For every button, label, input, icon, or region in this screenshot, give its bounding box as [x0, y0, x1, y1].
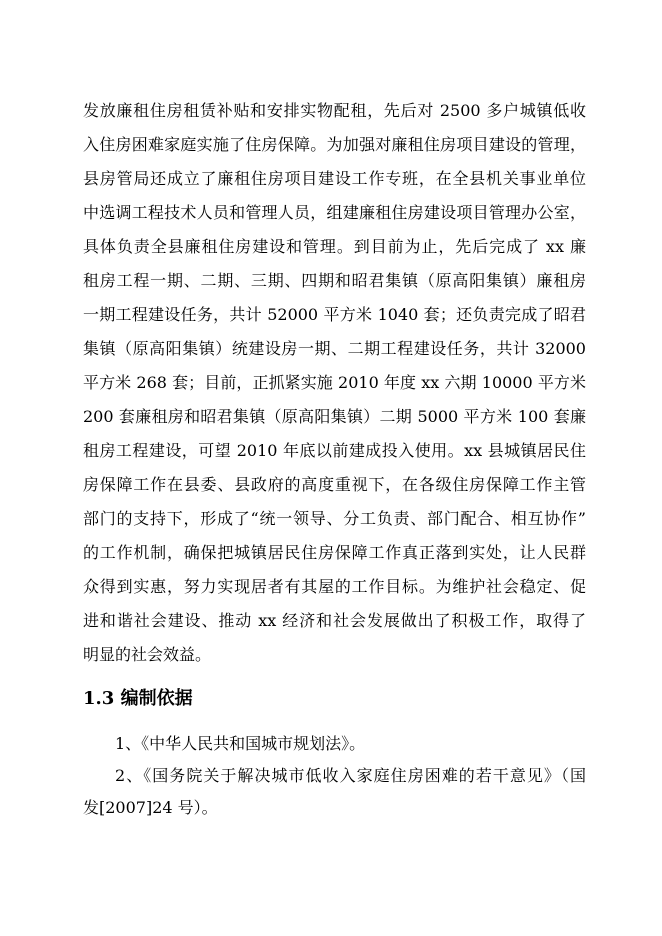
- reference-item-2-line-1: 2、《国务院关于解决城市低收入家庭住房困难的若干意见》（国: [115, 766, 586, 785]
- text-content-area: [83, 94, 586, 824]
- paragraph-line: 的工作机制，确保把城镇居民住房保障工作真正落到实处，让人民群: [83, 543, 586, 562]
- paragraph-line: 中选调工程技术人员和管理人员，组建廉租住房建设项目管理办公室，: [83, 203, 586, 222]
- paragraph-line: 入住房困难家庭实施了住房保障。为加强对廉租住房项目建设的管理，: [83, 135, 586, 154]
- paragraph-line: 租房工程建设，可望 2010 年底以前建成投入使用。xx 县城镇居民住: [83, 441, 586, 460]
- paragraph-line: 部门的支持下，形成了“统一领导、分工负责、部门配合、相互协作”: [83, 509, 586, 528]
- paragraph-line: 一期工程建设任务，共计 52000 平方米 1040 套；还负责完成了昭君: [83, 305, 586, 324]
- body-paragraph: [83, 94, 586, 672]
- paragraph-line: 具体负责全县廉租住房建设和管理。到目前为止，先后完成了 xx 廉: [83, 237, 586, 256]
- references-list: [83, 728, 586, 824]
- paragraph-line: 众得到实惠，努力实现居者有其屋的工作目标。为维护社会稳定、促: [83, 577, 586, 596]
- paragraph-line: 租房工程一期、二期、三期、四期和昭君集镇（原高阳集镇）廉租房: [83, 271, 586, 290]
- paragraph-line: 平方米 268 套；目前，正抓紧实施 2010 年度 xx 六期 10000 平方米: [83, 373, 586, 392]
- paragraph-line: 200 套廉租房和昭君集镇（原高阳集镇）二期 5000 平方米 100 套廉: [83, 407, 586, 426]
- paragraph-line: 明显的社会效益。: [83, 645, 212, 664]
- section-heading: 1.3 编制依据: [83, 688, 193, 709]
- reference-item-2-line-2: 发[2007]24 号）。: [83, 798, 218, 817]
- paragraph-line: 进和谐社会建设、推动 xx 经济和社会发展做出了积极工作，取得了: [83, 611, 586, 630]
- reference-item-1: 1、《中华人民共和国城市规划法》。: [115, 734, 366, 753]
- paragraph-line: 房保障工作在县委、县政府的高度重视下，在各级住房保障工作主管: [83, 475, 586, 494]
- paragraph-line: 县房管局还成立了廉租住房项目建设工作专班，在全县机关事业单位: [83, 169, 586, 188]
- paragraph-line: 集镇（原高阳集镇）统建设房一期、二期工程建设任务，共计 32000: [83, 339, 586, 358]
- paragraph-line: 发放廉租住房租赁补贴和安排实物配租，先后对 2500 多户城镇低收: [83, 101, 586, 120]
